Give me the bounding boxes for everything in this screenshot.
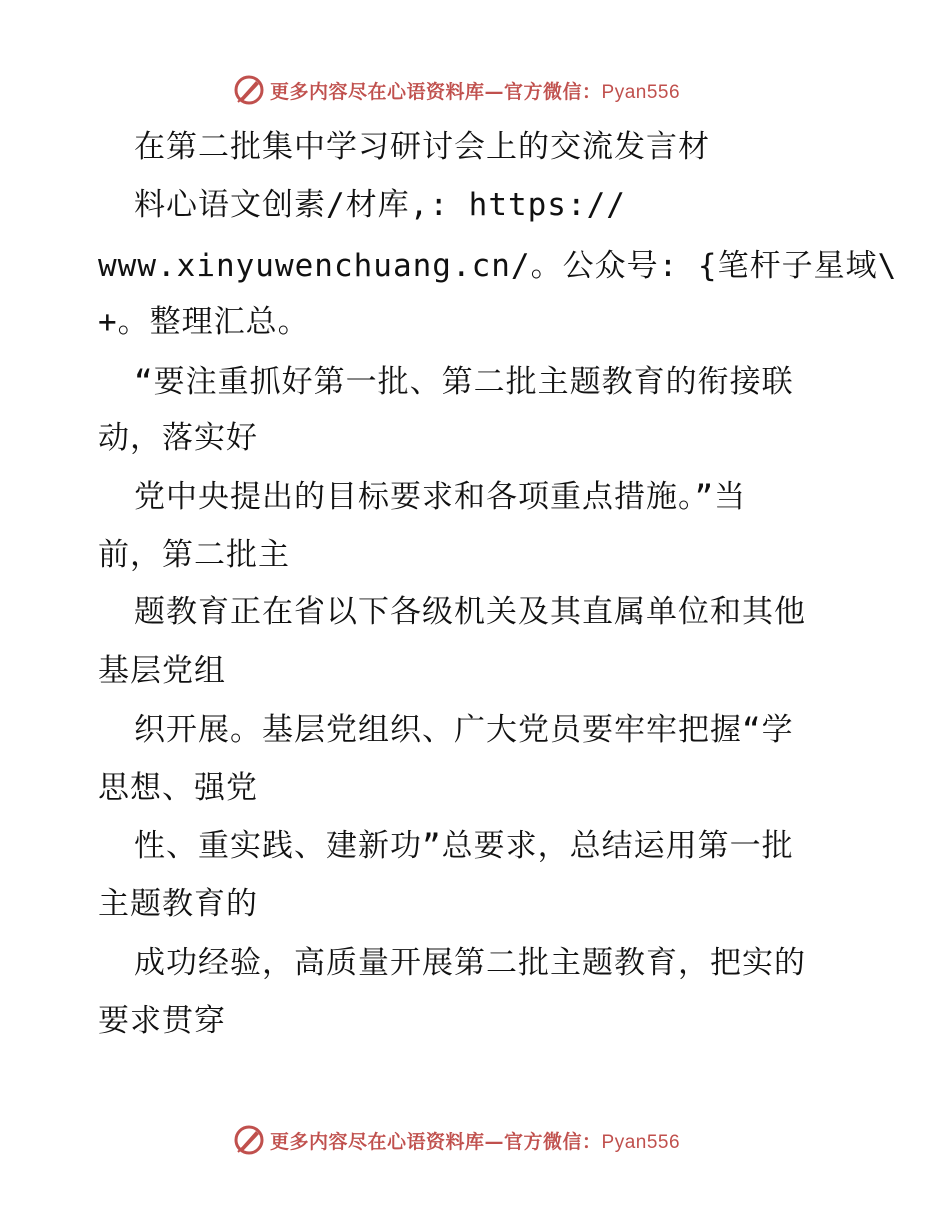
watermark-prefix: 更多内容尽在心语资料库—官方微信： [270, 1130, 602, 1153]
text-line: 料心语文创素/材库,: https:// [134, 187, 626, 223]
footer-watermark [232, 1120, 712, 1160]
text-line: 成功经验，高质量开展第二批主题教育，把实的 [134, 945, 806, 981]
red-quill-logo-icon [232, 1123, 266, 1157]
text-line: “要注重抓好第一批、第二批主题教育的衔接联 [134, 364, 794, 400]
text-line: 思想、强党 [98, 770, 258, 806]
watermark-text [270, 77, 680, 104]
text-line: 党中央提出的目标要求和各项重点措施。”当 [134, 479, 747, 515]
watermark-handle: Pyan556 [601, 1131, 681, 1153]
text-line: www.xinyuwenchuang.cn/。公众号: {笔杆子星域\ [98, 248, 898, 284]
text-line: +。整理汇总。 [98, 304, 310, 340]
text-line: 织开展。基层党组织、广大党员要牢牢把握“学 [134, 712, 794, 748]
text-line: 性、重实践、建新功”总要求，总结运用第一批 [134, 828, 794, 864]
text-line: 前，第二批主 [98, 537, 290, 573]
red-quill-logo-icon [232, 73, 266, 107]
watermark-prefix: 更多内容尽在心语资料库—官方微信： [270, 80, 602, 103]
text-line: 要求贯穿 [98, 1003, 226, 1039]
text-line: 题教育正在省以下各级机关及其直属单位和其他 [134, 594, 806, 630]
watermark-handle: Pyan556 [601, 81, 681, 103]
header-watermark [232, 70, 712, 110]
text-line: 基层党组 [98, 653, 226, 689]
text-line: 主题教育的 [98, 886, 258, 922]
text-line: 动，落实好 [98, 420, 258, 456]
text-line: 在第二批集中学习研讨会上的交流发言材 [134, 129, 710, 165]
watermark-text [270, 1127, 680, 1154]
